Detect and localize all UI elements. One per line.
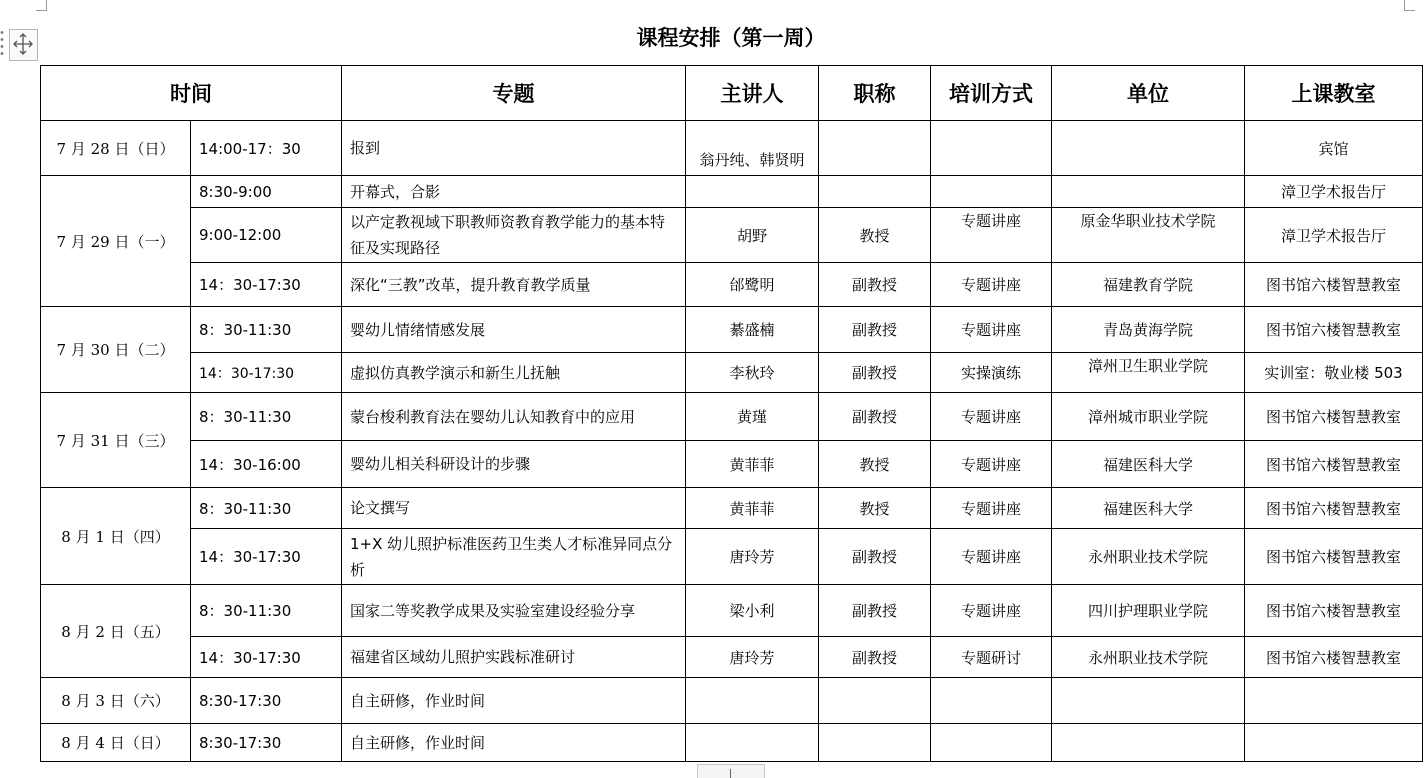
speaker-cell: 黄菲菲	[686, 488, 819, 529]
room-cell: 图书馆六楼智慧教室	[1245, 585, 1423, 637]
room-cell: 图书馆六楼智慧教室	[1245, 263, 1423, 307]
rank-cell: 教授	[819, 208, 931, 263]
header-room: 上课教室	[1245, 66, 1423, 121]
method-cell: 实操演练	[931, 353, 1052, 393]
unit-cell: 永州职业技术学院	[1052, 529, 1245, 585]
topic-cell: 自主研修，作业时间	[342, 678, 686, 724]
header-speaker: 主讲人	[686, 66, 819, 121]
time-cell: 14：30-17:30	[191, 637, 342, 678]
unit-cell	[1052, 121, 1245, 176]
unit-cell	[1052, 724, 1245, 762]
topic-cell: 论文撰写	[342, 488, 686, 529]
header-time: 时间	[41, 66, 342, 121]
time-cell: 8:30-9:00	[191, 176, 342, 208]
unit-cell: 漳州城市职业学院	[1052, 393, 1245, 441]
room-cell: 图书馆六楼智慧教室	[1245, 441, 1423, 488]
method-cell	[931, 724, 1052, 762]
method-cell: 专题讲座	[931, 585, 1052, 637]
time-cell: 14:00-17：30	[191, 121, 342, 176]
method-cell	[931, 176, 1052, 208]
document-title: 课程安排（第一周）	[636, 25, 826, 50]
speaker-cell: 邰鹭明	[686, 263, 819, 307]
table-header-row	[41, 66, 1423, 121]
time-cell: 8：30-11:30	[191, 393, 342, 441]
time-cell: 8：30-11:30	[191, 488, 342, 529]
room-cell: 漳卫学术报告厅	[1245, 208, 1423, 263]
unit-cell: 原金华职业技术学院	[1052, 208, 1245, 263]
time-cell: 14：30-17:30	[191, 353, 342, 393]
unit-cell: 福建医科大学	[1052, 441, 1245, 488]
rank-cell: 副教授	[819, 585, 931, 637]
speaker-cell: 翁丹纯、韩贤明	[686, 121, 819, 176]
table-move-handle[interactable]	[0, 27, 38, 63]
add-row-tab[interactable]	[697, 764, 765, 778]
date-cell: 7 月 31 日（三）	[41, 393, 191, 488]
rank-cell	[819, 121, 931, 176]
method-cell	[931, 121, 1052, 176]
time-cell: 8:30-17:30	[191, 678, 342, 724]
room-cell	[1245, 724, 1423, 762]
rank-cell: 教授	[819, 441, 931, 488]
rank-cell: 副教授	[819, 393, 931, 441]
schedule-table	[40, 65, 1423, 762]
rank-cell: 副教授	[819, 353, 931, 393]
topic-cell: 福建省区域幼儿照护实践标准研讨	[342, 637, 686, 678]
table-row	[41, 263, 1423, 307]
unit-cell: 四川护理职业学院	[1052, 585, 1245, 637]
page-corner-mark-right	[1404, 0, 1415, 11]
table-row	[41, 488, 1423, 529]
header-unit: 单位	[1052, 66, 1245, 121]
speaker-cell: 唐玲芳	[686, 637, 819, 678]
table-row	[41, 208, 1423, 263]
topic-cell: 蒙台梭利教育法在婴幼儿认知教育中的应用	[342, 393, 686, 441]
speaker-cell	[686, 724, 819, 762]
header-rank: 职称	[819, 66, 931, 121]
method-cell: 专题研讨	[931, 637, 1052, 678]
topic-cell: 自主研修，作业时间	[342, 724, 686, 762]
unit-cell: 福建医科大学	[1052, 488, 1245, 529]
rank-cell: 副教授	[819, 529, 931, 585]
table-row	[41, 121, 1423, 176]
rank-cell: 副教授	[819, 307, 931, 353]
topic-cell: 婴幼儿相关科研设计的步骤	[342, 441, 686, 488]
date-cell: 7 月 29 日（一）	[41, 176, 191, 307]
topic-cell: 报到	[342, 121, 686, 176]
speaker-cell	[686, 678, 819, 724]
table-row	[41, 529, 1423, 585]
rank-cell	[819, 724, 931, 762]
date-cell: 7 月 30 日（二）	[41, 307, 191, 393]
unit-cell: 青岛黄海学院	[1052, 307, 1245, 353]
date-cell: 8 月 3 日（六）	[41, 678, 191, 724]
method-cell: 专题讲座	[931, 441, 1052, 488]
room-cell: 宾馆	[1245, 121, 1423, 176]
date-cell: 8 月 4 日（日）	[41, 724, 191, 762]
speaker-cell: 黄瑾	[686, 393, 819, 441]
header-topic: 专题	[342, 66, 686, 121]
page-corner-mark-left	[36, 0, 47, 11]
table-row	[41, 637, 1423, 678]
drag-dots-icon	[0, 29, 4, 57]
method-cell: 专题讲座	[931, 529, 1052, 585]
table-row	[41, 441, 1423, 488]
room-cell	[1245, 678, 1423, 724]
table-row	[41, 585, 1423, 637]
rank-cell: 副教授	[819, 637, 931, 678]
method-cell: 专题讲座	[931, 263, 1052, 307]
room-cell: 图书馆六楼智慧教室	[1245, 393, 1423, 441]
room-cell: 图书馆六楼智慧教室	[1245, 307, 1423, 353]
unit-cell: 福建教育学院	[1052, 263, 1245, 307]
date-cell: 8 月 1 日（四）	[41, 488, 191, 585]
unit-cell: 漳州卫生职业学院	[1052, 353, 1245, 393]
time-cell: 14：30-17:30	[191, 263, 342, 307]
speaker-cell: 綦盛楠	[686, 307, 819, 353]
method-cell	[931, 678, 1052, 724]
rank-cell	[819, 176, 931, 208]
room-cell: 图书馆六楼智慧教室	[1245, 488, 1423, 529]
topic-cell: 国家二等奖教学成果及实验室建设经验分享	[342, 585, 686, 637]
speaker-cell: 梁小利	[686, 585, 819, 637]
topic-cell: 1+X 幼儿照护标准医药卫生类人才标准异同点分析	[342, 529, 686, 585]
time-cell: 14：30-17:30	[191, 529, 342, 585]
table-row	[41, 307, 1423, 353]
topic-cell: 开幕式，合影	[342, 176, 686, 208]
room-cell: 漳卫学术报告厅	[1245, 176, 1423, 208]
header-method: 培训方式	[931, 66, 1052, 121]
table-row	[41, 393, 1423, 441]
method-cell: 专题讲座	[931, 393, 1052, 441]
time-cell: 8：30-11:30	[191, 307, 342, 353]
time-cell: 9:00-12:00	[191, 208, 342, 263]
unit-cell	[1052, 176, 1245, 208]
topic-cell: 虚拟仿真教学演示和新生儿抚触	[342, 353, 686, 393]
time-cell: 8：30-11:30	[191, 585, 342, 637]
rank-cell: 副教授	[819, 263, 931, 307]
date-cell: 7 月 28 日（日）	[41, 121, 191, 176]
topic-cell: 婴幼儿情绪情感发展	[342, 307, 686, 353]
speaker-cell: 胡野	[686, 208, 819, 263]
speaker-cell: 李秋玲	[686, 353, 819, 393]
topic-cell: 深化“三教”改革，提升教育教学质量	[342, 263, 686, 307]
date-cell: 8 月 2 日（五）	[41, 585, 191, 678]
time-cell: 8:30-17:30	[191, 724, 342, 762]
room-cell: 实训室：敬业楼 503	[1245, 353, 1423, 393]
time-cell: 14：30-16:00	[191, 441, 342, 488]
table-row	[41, 176, 1423, 208]
rank-cell: 教授	[819, 488, 931, 529]
topic-cell: 以产定教视域下职教师资教育教学能力的基本特征及实现路径	[342, 208, 686, 263]
unit-cell	[1052, 678, 1245, 724]
method-cell: 专题讲座	[931, 208, 1052, 263]
table-row	[41, 353, 1423, 393]
method-cell: 专题讲座	[931, 488, 1052, 529]
table-row	[41, 724, 1423, 762]
speaker-cell: 黄菲菲	[686, 441, 819, 488]
move-arrows-icon	[12, 32, 34, 56]
speaker-cell	[686, 176, 819, 208]
method-cell: 专题讲座	[931, 307, 1052, 353]
rank-cell	[819, 678, 931, 724]
room-cell: 图书馆六楼智慧教室	[1245, 637, 1423, 678]
table-row	[41, 678, 1423, 724]
speaker-cell: 唐玲芳	[686, 529, 819, 585]
unit-cell: 永州职业技术学院	[1052, 637, 1245, 678]
room-cell: 图书馆六楼智慧教室	[1245, 529, 1423, 585]
